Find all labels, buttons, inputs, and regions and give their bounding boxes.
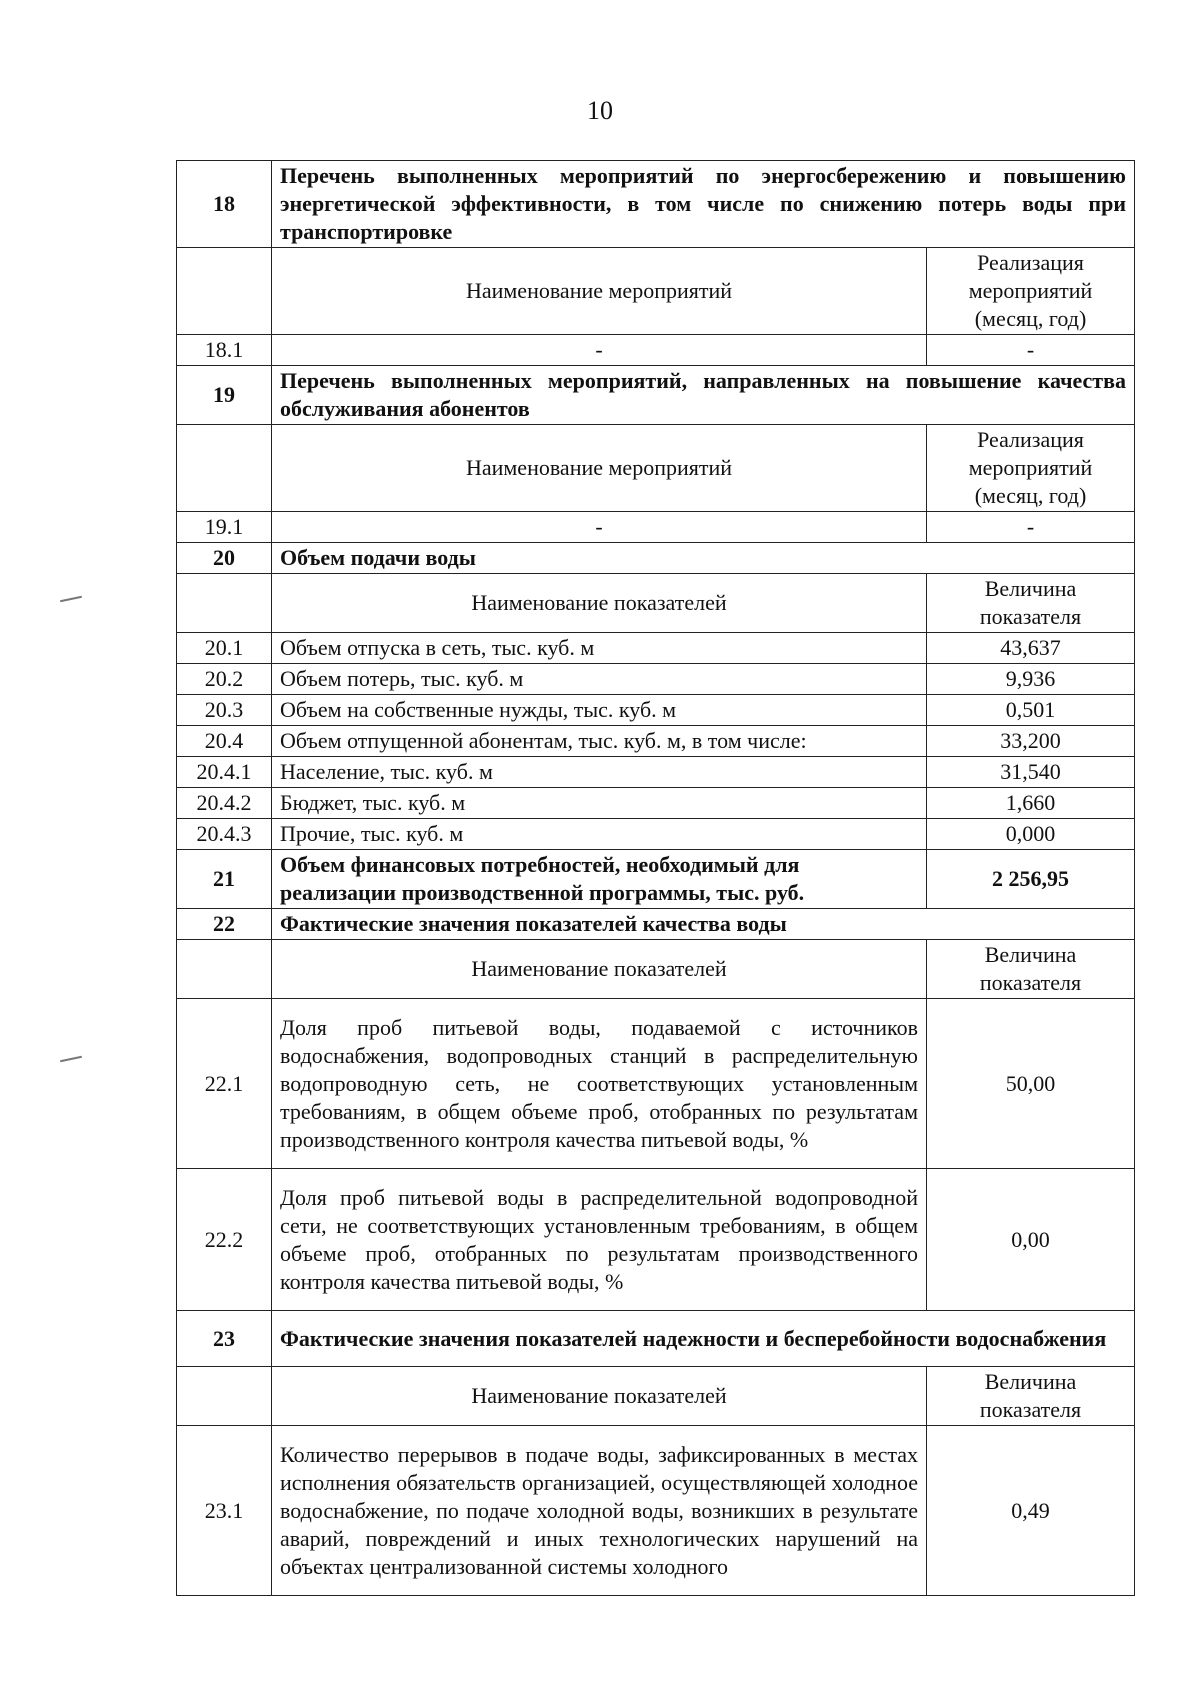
row-value: 0,00 [927,1169,1135,1311]
row-value: - [927,512,1135,543]
column-header-value: Реализация мероприятий (месяц, год) [927,425,1135,512]
row-name: Доля проб питьевой воды, подаваемой с источников водоснабжения, водопроводных станций в распределительную водопроводную сеть, не соответствующих установленным требованиям, в общем объеме проб, отобранных по результатам производственного контроля качества питьевой воды, % [272,999,927,1169]
row-value: 9,936 [927,664,1135,695]
empty-cell [177,1367,272,1426]
row-number: 18.1 [177,335,272,366]
row-number: 20.4.1 [177,757,272,788]
table-row [177,695,1135,726]
empty-cell [177,425,272,512]
row-name: Объем отпущенной абонентам, тыс. куб. м, в том числе: [272,726,927,757]
row-number: 20.4 [177,726,272,757]
column-header-name: Наименование показателей [272,574,927,633]
column-header-value: Величина показателя [927,1367,1135,1426]
row-name: Объем отпуска в сеть, тыс. куб. м [272,633,927,664]
row-number: 20.2 [177,664,272,695]
row-value: 43,637 [927,633,1135,664]
row-value: - [927,335,1135,366]
table-row [177,999,1135,1169]
row-value: 31,540 [927,757,1135,788]
row-name: Прочие, тыс. куб. м [272,819,927,850]
row-number: 20.4.2 [177,788,272,819]
row-value: 0,000 [927,819,1135,850]
table-row [177,335,1135,366]
table-row [177,633,1135,664]
row-number: 20.3 [177,695,272,726]
row-name: Доля проб питьевой воды в распределительной водопроводной сети, не соответствующих установленным требованиям, в общем объеме проб, отобранных по результатам производственного контроля качества питьевой воды, % [272,1169,927,1311]
table-row [177,1426,1135,1596]
row-name: Количество перерывов в подаче воды, зафиксированных в местах исполнения обязательств организацией, осуществляющей холодное водоснабжение, по подаче холодной воды, возникших в результате аварий, повреждений и иных технологических нарушений на объектах централизованной системы холодного [272,1426,927,1596]
section-23-columns [177,1367,1135,1426]
section-18-columns [177,248,1135,335]
row-value: 50,00 [927,999,1135,1169]
row-name: Бюджет, тыс. куб. м [272,788,927,819]
section-number: 18 [177,161,272,248]
section-title: Перечень выполненных мероприятий, направленных на повышение качества обслуживания абонентов [272,366,1135,425]
report-table [176,160,1135,1596]
section-22-header [177,909,1135,940]
table-row [177,726,1135,757]
row-number: 23.1 [177,1426,272,1596]
empty-cell [177,574,272,633]
section-23-header [177,1311,1135,1367]
table-row [177,819,1135,850]
section-value: 2 256,95 [927,850,1135,909]
row-name: Объем на собственные нужды, тыс. куб. м [272,695,927,726]
page-number: 10 [587,96,613,125]
section-20-columns [177,574,1135,633]
column-header-name: Наименование показателей [272,1367,927,1426]
column-header-value: Реализация мероприятий (месяц, год) [927,248,1135,335]
section-title: Перечень выполненных мероприятий по энергосбережению и повышению энергетической эффективности, в том числе по снижению потерь воды при транспортировке [272,161,1135,248]
table-row [177,1169,1135,1311]
section-20-header [177,543,1135,574]
row-value: 1,660 [927,788,1135,819]
table-row [177,512,1135,543]
row-number: 22.2 [177,1169,272,1311]
column-header-value: Величина показателя [927,574,1135,633]
empty-cell [177,248,272,335]
column-header-value: Величина показателя [927,940,1135,999]
row-number: 22.1 [177,999,272,1169]
section-18-header [177,161,1135,248]
column-header-name: Наименование показателей [272,940,927,999]
section-title: Фактические значения показателей качества воды [272,909,1135,940]
table-row [177,757,1135,788]
row-value: 0,49 [927,1426,1135,1596]
section-number: 23 [177,1311,272,1367]
section-21-row [177,850,1135,909]
table-row [177,664,1135,695]
table-row [177,788,1135,819]
section-19-header [177,366,1135,425]
scan-mark-2 [60,1056,82,1063]
row-value: 33,200 [927,726,1135,757]
section-title: Фактические значения показателей надежности и бесперебойности водоснабжения [272,1311,1135,1367]
row-number: 19.1 [177,512,272,543]
section-title: Объем подачи воды [272,543,1135,574]
section-number: 21 [177,850,272,909]
row-name: - [272,512,927,543]
row-name: Население, тыс. куб. м [272,757,927,788]
row-name: - [272,335,927,366]
row-name: Объем потерь, тыс. куб. м [272,664,927,695]
section-number: 20 [177,543,272,574]
scan-mark-1 [60,596,82,603]
column-header-name: Наименование мероприятий [272,248,927,335]
row-number: 20.1 [177,633,272,664]
empty-cell [177,940,272,999]
section-number: 22 [177,909,272,940]
section-19-columns [177,425,1135,512]
section-title: Объем финансовых потребностей, необходимый для реализации производственной программы, тыс. руб. [272,850,927,909]
section-22-columns [177,940,1135,999]
column-header-name: Наименование мероприятий [272,425,927,512]
section-number: 19 [177,366,272,425]
row-number: 20.4.3 [177,819,272,850]
row-value: 0,501 [927,695,1135,726]
